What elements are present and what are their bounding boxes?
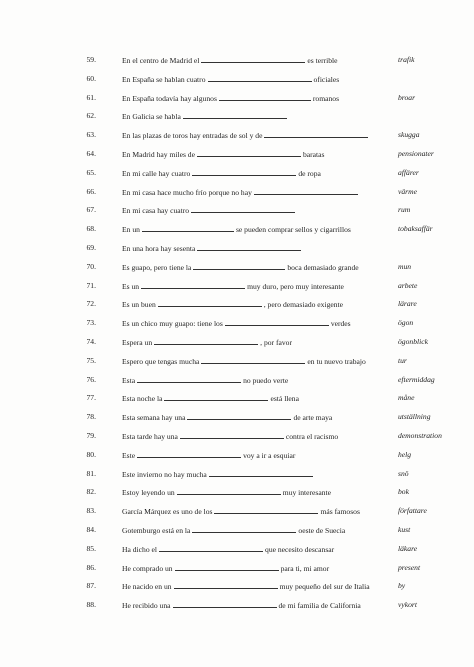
answer-blank[interactable] (154, 337, 258, 345)
exercise-number: 68. (86, 224, 96, 234)
sentence-text: , pero demasiado exigente (263, 300, 344, 310)
exercise-number: 61. (86, 92, 96, 102)
sentence-text: es terrible (307, 56, 338, 65)
exercise-number: 74. (86, 336, 96, 346)
swedish-hint-word: present (398, 562, 421, 572)
sentence-text: He recibido una (122, 601, 171, 611)
sentence-text: Este (122, 450, 136, 460)
answer-blank[interactable] (264, 130, 368, 138)
sentence-text: , por favor (260, 337, 292, 347)
exercise-sentence (122, 224, 390, 235)
answer-blank[interactable] (219, 93, 311, 101)
sentence-text: García Márquez es uno de los (122, 507, 213, 517)
exercise-row (0, 578, 474, 597)
exercise-row (0, 202, 474, 221)
exercise-row (0, 108, 474, 127)
exercise-sentence (122, 318, 390, 329)
exercise-number: 83. (86, 506, 96, 516)
answer-blank[interactable] (201, 55, 305, 63)
sentence-text: En Madrid hay miles de (122, 149, 195, 159)
sentence-text: que necesito descansar (265, 544, 335, 554)
answer-blank[interactable] (177, 487, 281, 495)
swedish-hint-word: mun (398, 261, 412, 271)
exercise-sentence (122, 243, 390, 254)
sentence-text: verdes (330, 319, 351, 329)
exercise-sentence (122, 375, 390, 386)
exercise-row (0, 409, 474, 428)
sentence-text: romanos (312, 93, 340, 103)
exercise-sentence (122, 149, 390, 160)
exercise-sentence (122, 393, 390, 404)
exercise-sentence (122, 168, 390, 179)
answer-blank[interactable] (137, 375, 241, 383)
swedish-hint-word: demonstration (398, 430, 442, 440)
sentence-text: En España todavía hay algunos (122, 93, 217, 103)
exercise-row (0, 484, 474, 503)
answer-blank[interactable] (201, 356, 305, 364)
exercise-number: 67. (86, 205, 96, 215)
sentence-text: voy a ir a esquiar (243, 450, 296, 460)
swedish-hint-word: värme (398, 186, 417, 196)
exercise-number: 63. (86, 130, 96, 140)
exercise-row (0, 560, 474, 579)
exercise-row (0, 296, 474, 315)
sentence-text: muy interesante (282, 488, 332, 498)
answer-blank[interactable] (141, 281, 245, 289)
exercise-sentence (122, 469, 390, 480)
exercise-sentence (122, 262, 390, 273)
answer-blank[interactable] (209, 469, 313, 477)
sentence-text: En las plazas de toros hay entradas de sol y de (122, 131, 263, 141)
exercise-number: 70. (86, 261, 96, 271)
exercise-number: 82. (86, 487, 96, 497)
exercise-number: 73. (86, 318, 96, 328)
exercise-number: 78. (86, 412, 96, 422)
exercise-number: 71. (86, 280, 96, 290)
exercise-sentence (122, 450, 390, 461)
exercise-sentence (122, 205, 390, 216)
swedish-hint-word: pensionater (398, 148, 434, 158)
sentence-text: de mi familia de California (278, 601, 361, 611)
exercise-row (0, 52, 474, 71)
exercise-number: 80. (86, 449, 96, 459)
exercise-sentence (122, 93, 390, 104)
sentence-text: más famosos (320, 507, 360, 517)
sentence-text: contra el racismo (285, 431, 339, 441)
swedish-hint-word: utställning (398, 412, 431, 422)
exercise-number: 84. (86, 524, 96, 534)
exercise-sentence (122, 563, 390, 574)
sentence-text: He nacido en un (122, 582, 172, 592)
swedish-hint-word: snö (398, 468, 409, 478)
answer-blank[interactable] (158, 299, 262, 307)
exercise-sentence (122, 600, 390, 611)
exercise-row (0, 315, 474, 334)
answer-blank[interactable] (197, 149, 301, 157)
exercise-row (0, 503, 474, 522)
answer-blank[interactable] (174, 581, 278, 589)
swedish-hint-word: tobaksaffär (398, 224, 433, 234)
exercise-sentence (122, 581, 390, 592)
answer-blank[interactable] (180, 431, 284, 439)
sentence-text: En mi casa hay cuatro (122, 206, 190, 216)
sentence-text: En el centro de Madrid el (122, 56, 200, 65)
exercise-number: 60. (86, 73, 96, 83)
swedish-hint-word: rum (398, 205, 411, 215)
sentence-text: He comprado un (122, 563, 173, 573)
answer-blank[interactable] (159, 544, 263, 552)
sentence-text: baratas (302, 149, 325, 159)
swedish-hint-word: lärare (398, 299, 417, 309)
exercise-sentence (122, 412, 390, 423)
exercise-row (0, 221, 474, 240)
exercise-row (0, 522, 474, 541)
sentence-text: de arte maya (293, 413, 333, 423)
exercise-row (0, 71, 474, 90)
sentence-text: Es un (122, 281, 140, 291)
swedish-hint-word: ögonblick (398, 336, 428, 346)
answer-blank[interactable] (193, 262, 285, 270)
swedish-hint-word: affärer (398, 167, 419, 177)
swedish-hint-word: kust (398, 524, 411, 534)
swedish-hint-word: broar (398, 92, 416, 102)
exercise-number: 64. (86, 148, 96, 158)
exercise-row (0, 372, 474, 391)
answer-blank[interactable] (225, 318, 329, 326)
exercise-sentence (122, 506, 390, 517)
swedish-hint-word: tur (398, 355, 407, 365)
sentence-text: Este invierno no hay mucha (122, 469, 207, 479)
sentence-text: no puedo verte (243, 375, 289, 385)
exercise-row (0, 165, 474, 184)
exercise-list (0, 52, 474, 616)
sentence-text: muy pequeño del sur de Italia (279, 582, 370, 592)
sentence-text: de ropa (298, 168, 321, 178)
exercise-row (0, 447, 474, 466)
answer-blank[interactable] (208, 74, 312, 82)
swedish-hint-word: läkare (398, 543, 418, 553)
exercise-number: 75. (86, 355, 96, 365)
sentence-text: Espera un (122, 337, 153, 347)
exercise-row (0, 127, 474, 146)
swedish-hint-word: eftermiddag (398, 374, 435, 384)
sentence-text: está llena (270, 394, 299, 404)
exercise-number: 76. (86, 374, 96, 384)
answer-blank[interactable] (164, 393, 268, 401)
sentence-text: Es un buen (122, 300, 156, 310)
answer-blank[interactable] (197, 243, 301, 251)
exercise-sentence (122, 111, 390, 122)
sentence-text: En mi calle hay cuatro (122, 168, 191, 178)
answer-blank[interactable] (142, 224, 234, 232)
sentence-text: En una hora hay sesenta (122, 243, 196, 253)
exercise-number: 72. (86, 299, 96, 309)
sentence-text: En España se hablan cuatro (122, 74, 206, 84)
exercise-sentence (122, 74, 390, 85)
exercise-sentence (122, 299, 390, 310)
exercise-number: 69. (86, 242, 96, 252)
answer-blank[interactable] (187, 412, 291, 420)
exercise-row (0, 240, 474, 259)
sentence-text: Es un chico muy guapo: tiene los (122, 319, 223, 329)
sentence-text: Estoy leyendo un (122, 488, 175, 498)
swedish-hint-word: ögon (398, 318, 414, 328)
exercise-sentence (122, 55, 390, 66)
sentence-text: En un (122, 225, 140, 235)
exercise-sentence (122, 356, 390, 367)
exercise-sentence (122, 281, 390, 292)
exercise-sentence (122, 187, 390, 198)
exercise-row (0, 428, 474, 447)
exercise-row (0, 184, 474, 203)
answer-blank[interactable] (175, 563, 279, 571)
answer-blank[interactable] (192, 168, 296, 176)
exercise-row (0, 541, 474, 560)
sentence-text: oficiales (313, 74, 340, 84)
exercise-number: 87. (86, 581, 96, 591)
exercise-row (0, 90, 474, 109)
sentence-text: Esta semana hay una (122, 413, 186, 423)
swedish-hint-word: trafik (398, 55, 415, 64)
exercise-number: 81. (86, 468, 96, 478)
exercise-row (0, 597, 474, 616)
sentence-text: Esta noche la (122, 394, 163, 404)
swedish-hint-word: författare (398, 506, 427, 516)
exercise-row (0, 466, 474, 485)
swedish-hint-word: arbete (398, 280, 418, 290)
swedish-hint-word: vykort (398, 600, 417, 610)
answer-blank[interactable] (173, 600, 277, 608)
exercise-number: 59. (86, 55, 96, 64)
swedish-hint-word: måne (398, 393, 415, 403)
sentence-text: Esta tarde hay una (122, 431, 178, 441)
sentence-text: en tu nuevo trabajo (307, 356, 366, 366)
answer-blank[interactable] (254, 187, 358, 195)
sentence-text: En Galicia se habla (122, 112, 181, 122)
sentence-text: En mi casa hace mucho frío porque no hay (122, 187, 252, 197)
exercise-number: 77. (86, 393, 96, 403)
exercise-row (0, 278, 474, 297)
answer-blank[interactable] (191, 205, 295, 213)
swedish-hint-word: skugga (398, 130, 420, 140)
exercise-row (0, 259, 474, 278)
exercise-row (0, 353, 474, 372)
swedish-hint-word: helg (398, 449, 412, 459)
answer-blank[interactable] (137, 450, 241, 458)
exercise-sentence (122, 487, 390, 498)
exercise-number: 66. (86, 186, 96, 196)
sentence-text: Esta (122, 375, 136, 385)
answer-blank[interactable] (214, 506, 318, 514)
exercise-row (0, 334, 474, 353)
exercise-number: 79. (86, 430, 96, 440)
exercise-sentence (122, 337, 390, 348)
exercise-number: 62. (86, 111, 96, 121)
answer-blank[interactable] (183, 111, 287, 119)
swedish-hint-word: by (398, 581, 406, 591)
exercise-number: 65. (86, 167, 96, 177)
sentence-text: boca demasiado grande (287, 262, 359, 272)
exercise-sentence (122, 431, 390, 442)
exercise-number: 85. (86, 543, 96, 553)
exercise-number: 86. (86, 562, 96, 572)
exercise-number: 88. (86, 600, 96, 610)
exercise-sentence (122, 544, 390, 555)
sentence-text: muy duro, pero muy interesante (247, 281, 344, 291)
sentence-text: oeste de Suecia (298, 525, 346, 535)
exercise-sentence (122, 130, 390, 141)
sentence-text: Espero que tengas mucha (122, 356, 200, 366)
answer-blank[interactable] (192, 525, 296, 533)
exercise-row (0, 146, 474, 165)
sentence-text: se pueden comprar sellos y cigarrillos (235, 225, 351, 235)
sentence-text: Es guapo, pero tiene la (122, 262, 192, 272)
exercise-row (0, 390, 474, 409)
swedish-hint-word: bok (398, 487, 409, 497)
exercise-sentence (122, 525, 390, 536)
sentence-text: Gotemburgo está en la (122, 525, 191, 535)
sentence-text: Ha dicho el (122, 544, 158, 554)
sentence-text: para ti, mi amor (280, 563, 330, 573)
